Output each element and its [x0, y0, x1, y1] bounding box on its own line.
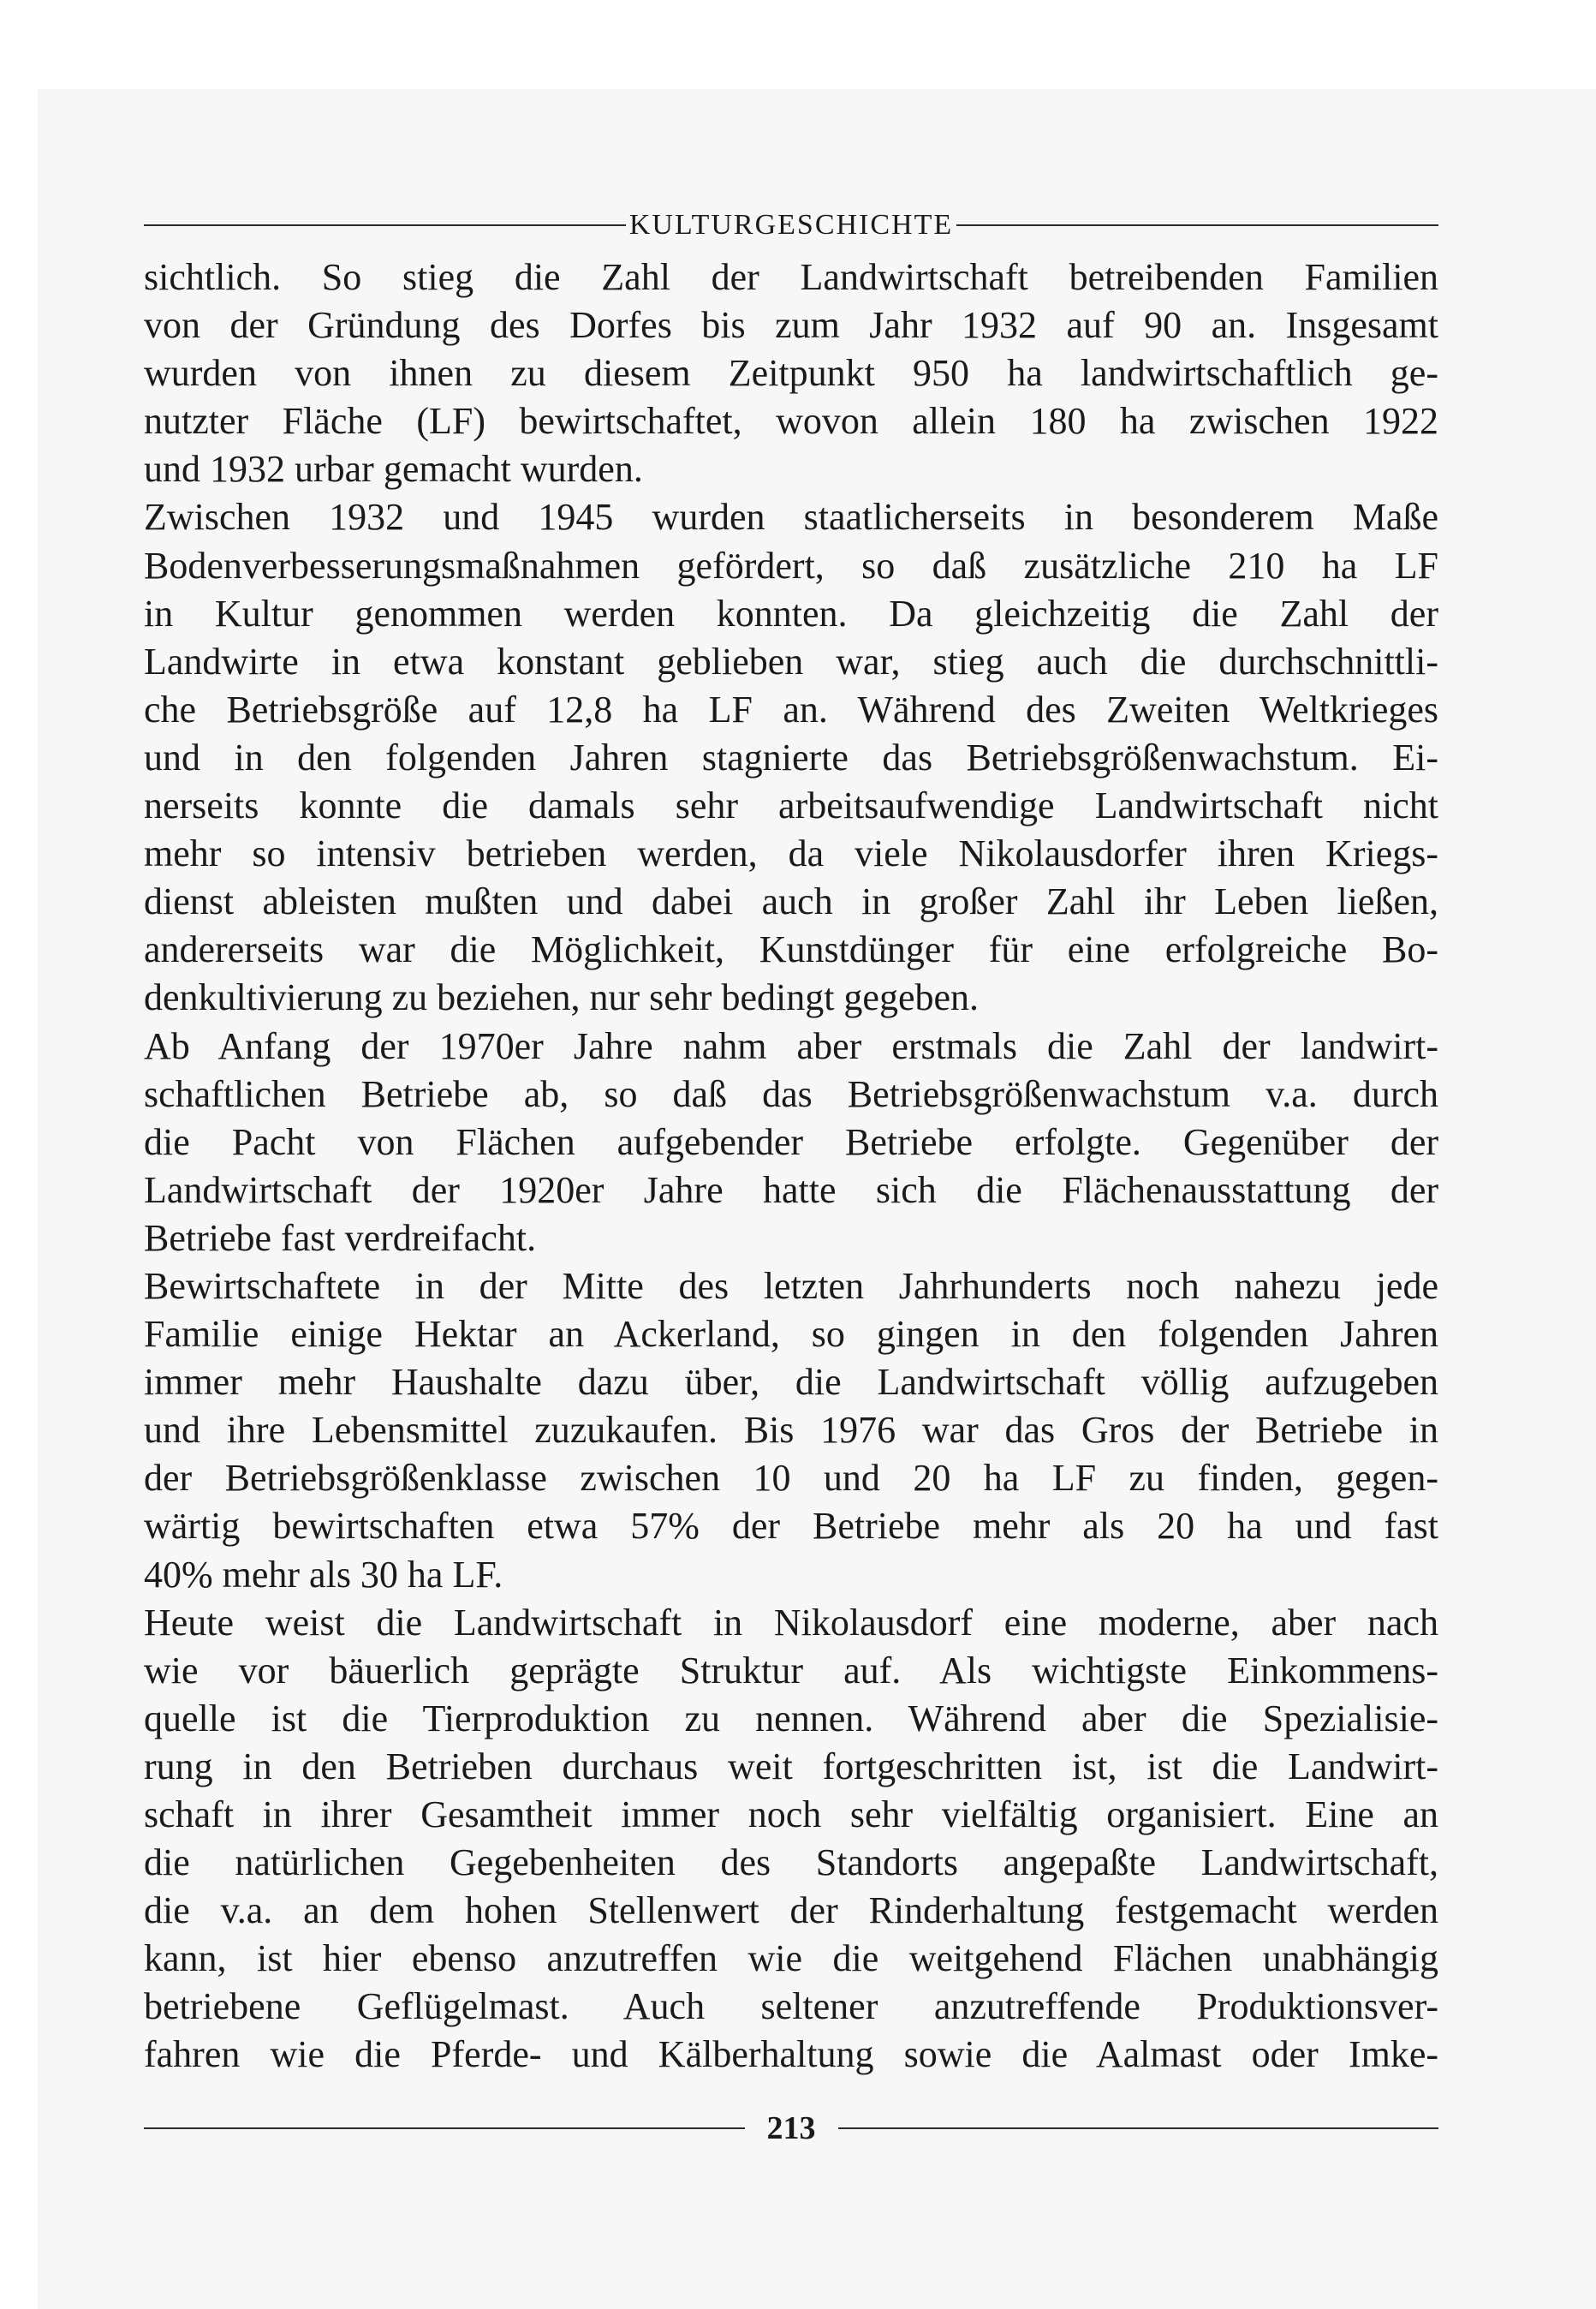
- running-head-title: KULTURGESCHICHTE: [628, 209, 954, 241]
- page-footer: [144, 2107, 1438, 2150]
- text-line: wurden von ihnen zu diesem Zeitpunkt 950 ha landwirtschaftlich ge-: [144, 352, 1438, 395]
- text-line: Zwischen 1932 und 1945 wurden staatlicherseits in besonderem Maße: [144, 496, 1438, 539]
- text-line: die natürlichen Gegebenheiten des Standorts angepaßte Landwirtschaft,: [144, 1841, 1438, 1884]
- text-line: Familie einige Hektar an Ackerland, so gingen in den folgenden Jahren: [144, 1313, 1438, 1356]
- text-line: und in den folgenden Jahren stagnierte das Betriebsgrößenwachstum. Ei-: [144, 736, 1438, 779]
- text-line: Landwirtschaft der 1920er Jahre hatte sich die Flächenausstattung der: [144, 1168, 1438, 1211]
- page-number: 213: [766, 2110, 816, 2146]
- text-line: Bodenverbesserungsmaßnahmen gefördert, so daß zusätzliche 210 ha LF: [144, 544, 1438, 587]
- text-line: wie vor bäuerlich geprägte Struktur auf. Als wichtigste Einkommens-: [144, 1649, 1438, 1691]
- text-line: denkultivierung zu beziehen, nur sehr bedingt gegeben.: [144, 976, 980, 1019]
- text-line: und ihre Lebensmittel zuzukaufen. Bis 1976 war das Gros der Betriebe in: [144, 1409, 1438, 1452]
- text-line: sichtlich. So stieg die Zahl der Landwirtschaft betreibenden Familien: [144, 256, 1438, 298]
- text-line: Ab Anfang der 1970er Jahre nahm aber erstmals die Zahl der landwirt-: [144, 1024, 1438, 1067]
- text-line: Landwirte in etwa konstant geblieben war, stieg auch die durchschnittli-: [144, 640, 1438, 683]
- text-line: betriebene Geflügelmast. Auch seltener anzutreffende Produktionsver-: [144, 1985, 1438, 2028]
- text-line: quelle ist die Tierproduktion zu nennen. Während aber die Spezialisie-: [144, 1697, 1438, 1739]
- header-rule-right: [956, 224, 1438, 226]
- footer-rule-right: [838, 2127, 1439, 2129]
- text-line: in Kultur genommen werden konnten. Da gleichzeitig die Zahl der: [144, 592, 1438, 635]
- text-line: Heute weist die Landwirtschaft in Nikolausdorf eine moderne, aber nach: [144, 1601, 1438, 1644]
- text-line: che Betriebsgröße auf 12,8 ha LF an. Während des Zweiten Weltkrieges: [144, 688, 1438, 731]
- text-line: die Pacht von Flächen aufgebender Betriebe erfolgte. Gegenüber der: [144, 1120, 1438, 1163]
- text-line: Bewirtschaftete in der Mitte des letzten Jahrhunderts noch nahezu jede: [144, 1264, 1438, 1307]
- body-text: [144, 254, 1438, 2079]
- text-line: kann, ist hier ebenso anzutreffen wie die weitgehend Flächen unabhängig: [144, 1937, 1438, 1980]
- text-line: 40% mehr als 30 ha LF.: [144, 1553, 503, 1596]
- text-line: und 1932 urbar gemacht wurden.: [144, 448, 643, 491]
- text-line: mehr so intensiv betrieben werden, da viele Nikolausdorfer ihren Kriegs-: [144, 832, 1438, 875]
- text-line: nerseits konnte die damals sehr arbeitsaufwendige Landwirtschaft nicht: [144, 785, 1438, 827]
- text-line: fahren wie die Pferde- und Kälberhaltung sowie die Aalmast oder Imke-: [144, 2033, 1438, 2076]
- footer-rule-left: [144, 2127, 745, 2129]
- text-line: Betriebe fast verdreifacht.: [144, 1216, 537, 1259]
- text-line: nutzter Fläche (LF) bewirtschaftet, wovon allein 180 ha zwischen 1922: [144, 400, 1438, 443]
- text-line: wärtig bewirtschaften etwa 57% der Betriebe mehr als 20 ha und fast: [144, 1505, 1438, 1548]
- text-line: schaft in ihrer Gesamtheit immer noch sehr vielfältig organisiert. Eine an: [144, 1793, 1438, 1835]
- running-header: [144, 204, 1438, 247]
- text-line: rung in den Betrieben durchaus weit fortgeschritten ist, ist die Landwirt-: [144, 1745, 1438, 1787]
- text-line: die v.a. an dem hohen Stellenwert der Rinderhaltung festgemacht werden: [144, 1889, 1438, 1932]
- text-line: dienst ableisten mußten und dabei auch in großer Zahl ihr Leben ließen,: [144, 880, 1438, 923]
- header-rule-left: [144, 224, 626, 226]
- text-line: der Betriebsgrößenklasse zwischen 10 und 20 ha LF zu finden, gegen-: [144, 1457, 1438, 1500]
- text-line: andererseits war die Möglichkeit, Kunstdünger für eine erfolgreiche Bo-: [144, 928, 1438, 971]
- text-line: schaftlichen Betriebe ab, so daß das Betriebsgrößenwachstum v.a. durch: [144, 1072, 1438, 1115]
- text-line: immer mehr Haushalte dazu über, die Landwirtschaft völlig aufzugeben: [144, 1361, 1438, 1404]
- text-line: von der Gründung des Dorfes bis zum Jahr 1932 auf 90 an. Insgesamt: [144, 304, 1438, 347]
